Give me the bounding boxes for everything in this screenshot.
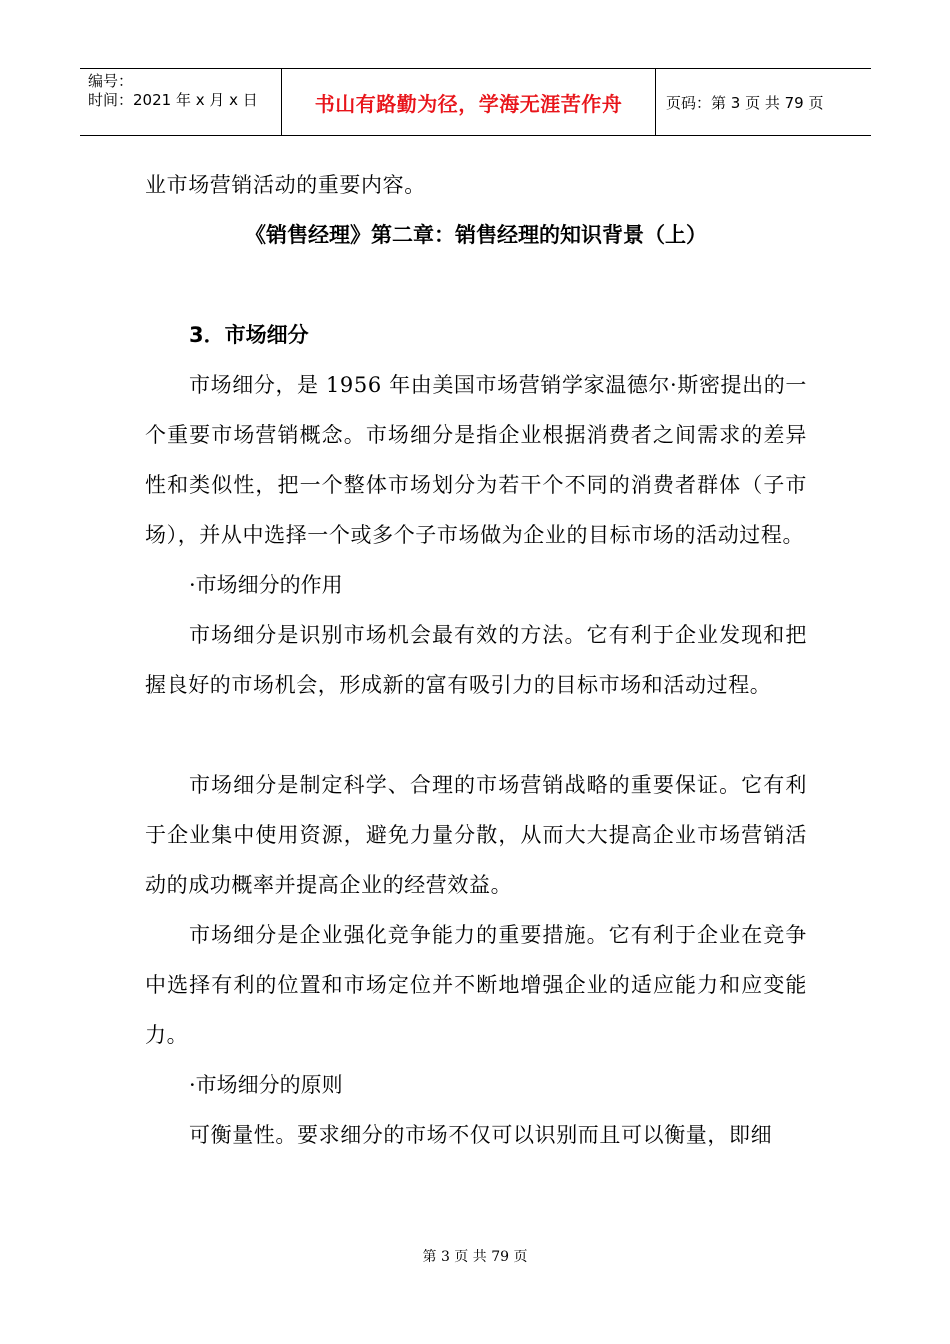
paragraph-role-1: 市场细分是识别市场机会最有效的方法。它有利于企业发现和把握良好的市场机会，形成新的富有吸引力的目标市场和活动过程。: [145, 623, 807, 697]
header-page-info: 页码：第 3 页 共 79 页: [666, 93, 824, 112]
bullet-role: ·市场细分的作用: [189, 573, 343, 597]
bullet-principle: ·市场细分的原则: [189, 1073, 343, 1097]
document-header: [80, 68, 871, 136]
page-footer: 第 3 页 共 79 页: [422, 1249, 528, 1265]
chapter-title: 《销售经理》第二章：销售经理的知识背景（上）: [245, 223, 707, 247]
header-number-label: 编号：: [88, 72, 134, 90]
paragraph-principle-1: 可衡量性。要求细分的市场不仅可以识别而且可以衡量，即细: [189, 1123, 773, 1147]
header-motto: 书山有路勤为径，学海无涯苦作舟: [282, 69, 656, 135]
spacer: [145, 260, 807, 310]
document-body: [145, 160, 807, 1160]
header-meta: [80, 69, 282, 135]
paragraph-role-2: 市场细分是制定科学、合理的市场营销战略的重要保证。它有利于企业集中使用资源，避免力量分散，从而大大提高企业市场营销活动的成功概率并提高企业的经营效益。: [145, 773, 807, 897]
continued-paragraph: 业市场营销活动的重要内容。: [145, 173, 426, 197]
paragraph-role-3: 市场细分是企业强化竞争能力的重要措施。它有利于企业在竞争中选择有利的位置和市场定位并不断地增强企业的适应能力和应变能力。: [145, 923, 807, 1047]
paragraph-definition: 市场细分，是 1956 年由美国市场营销学家温德尔·斯密提出的一个重要市场营销概念。市场细分是指企业根据消费者之间需求的差异性和类似性，把一个整体市场划分为若干个不同的消费者群体（子市场），并从中选择一个或多个子市场做为企业的目标市场的活动过程。: [145, 373, 807, 547]
section-heading: 3．市场细分: [189, 323, 309, 347]
header-time-label: 时间：2021 年 x 月 x 日: [88, 91, 258, 109]
spacer: [145, 710, 807, 760]
